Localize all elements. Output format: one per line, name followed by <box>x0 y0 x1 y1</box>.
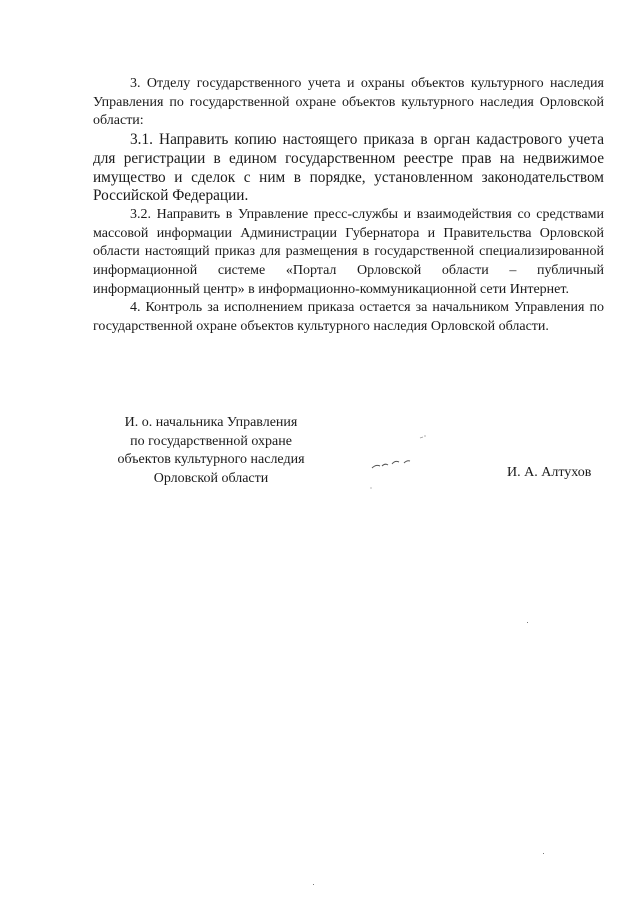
signatory-title-line: объектов культурного наследия <box>117 452 305 468</box>
signatory-title <box>100 414 322 489</box>
handwritten-signature <box>360 426 430 496</box>
paragraph-3: 3. Отделу государственного учета и охраны объектов культурного наследия Управления по государственной охране объектов культурного наследия Орловской области: <box>93 76 604 129</box>
scan-speck <box>543 853 544 854</box>
scan-speck <box>313 884 314 885</box>
document-body <box>93 75 604 337</box>
paragraph-3-1: 3.1. Направить копию настоящего приказа в орган кадастрового учета для регистрации в едином государственном реестре прав на недвижимое имущество и сделок с ним в порядке, установленном законодательством Российской Федерации. <box>93 131 604 205</box>
paragraph-3-2: 3.2. Направить в Управление пресс-службы и взаимодействия со средствами массовой информации Администрации Губернатора и Правительства Орловской области настоящий приказ для размещения в государственной специализированной информационной системе «Портал Орловской области – публичный информационный центр» в информационно-коммуникационной сети Интернет. <box>93 206 604 297</box>
paragraph-4: 4. Контроль за исполнением приказа остается за начальником Управления по государственной охране объектов культурного наследия Орловской области. <box>93 300 604 335</box>
signatory-name: И. А. Алтухов <box>507 465 592 480</box>
scan-speck <box>527 622 528 623</box>
signatory-title-line: И. о. начальника Управления <box>124 415 298 430</box>
signatory-title-line: Орловской области <box>153 471 269 487</box>
signatory-title-line: по государственной охране <box>130 433 292 449</box>
